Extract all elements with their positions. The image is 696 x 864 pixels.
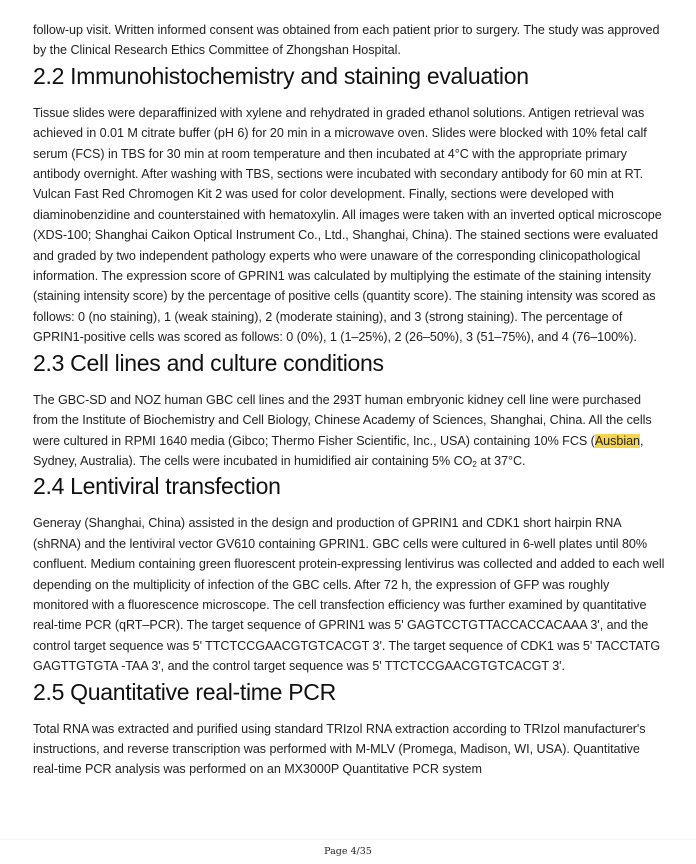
- highlighted-term: Ausbian: [594, 433, 640, 448]
- section-body-2-5: Total RNA was extracted and purified using standard TRIzol RNA extraction according to TRIzol manufacturer's instructions, and reverse transcription was performed with M-MLV (Promega, Madison, WI, USA). Quantitative real-time PCR analysis was performed on an MX3000P Quantitative PCR system: [33, 721, 646, 777]
- section-heading-2-5: 2.5 Quantitative real-time PCR: [33, 678, 336, 705]
- intro-paragraph: follow-up visit. Written informed consent was obtained from each patient prior to surgery. The study was approved by the Clinical Research Ethics Committee of Zhongshan Hospital.: [33, 23, 660, 58]
- section-body-2-2: Tissue slides were deparaffinized with xylene and rehydrated in graded ethanol solutions. Antigen retrieval was achieved in 0.01 M citrate buffer (pH 6) for 20 min in a microwave oven. Slides were blocked with 10% fetal calf serum (FCS) in TBS for 30 min at room temperature and then incubated at 4°C with the appropriate primary antibody overnight. After washing with TBS, sections were incubated with secondary antibody for 60 min at RT. Vulcan Fast Red Chromogen Kit 2 was used for color development. Finally, sections were developed with diaminobenzidine and counterstained with hematoxylin. All images were taken with an inverted optical microscope (XDS-100; Shanghai Caikon Optical Instrument Co., Ltd., Shanghai, China). The stained sections were evaluated and graded by two independent pathology experts who were unaware of the corresponding clinicopathological information. The expression score of GPRIN1 was calculated by multiplying the estimate of the staining intensity (staining intensity score) by the percentage of positive cells (quantity score). The staining intensity was scored as follows: 0 (no staining), 1 (weak staining), 2 (moderate staining), and 3 (strong staining). The percentage of GPRIN1-positive cells was scored as follows: 0 (0%), 1 (1–25%), 2 (26–50%), 3 (51–75%), and 4 (76–100%).: [33, 105, 662, 345]
- section-body-2-3: [33, 390, 665, 472]
- page-number: Page 4/35: [324, 846, 372, 857]
- section-body-2-3-text-c: at 37°C.: [476, 453, 526, 468]
- section-heading-2-3: 2.3 Cell lines and culture conditions: [33, 349, 384, 376]
- co2-subscript: 2: [472, 459, 477, 469]
- section-body-2-3-text-a: The GBC-SD and NOZ human GBC cell lines and the 293T human embryonic kidney cell line were purchased from the Institute of Biochemistry and Cell Biology, Chinese Academy of Sciences, Shanghai, China. All the cells were cultured in RPMI 1640 media (Gibco; Thermo Fisher Scientific, Inc., USA) containing 10% FCS (: [33, 392, 652, 448]
- section-body-2-4: Generay (Shanghai, China) assisted in the design and production of GPRIN1 and CDK1 short hairpin RNA (shRNA) and the lentiviral vector GV610 containing GPRIN1. GBC cells were cultured in 6-well plates until 80% confluent. Medium containing green fluorescent protein-expressing lentivirus was collected and added to each well depending on the multiplicity of infection of the GBC cells. After 72 h, the expression of GFP was roughly monitored with a fluorescence microscope. The cell transfection efficiency was further examined by quantitative real-time PCR (qRT–PCR). The target sequence of GPRIN1 was 5' GAGTCCTGTTACCACCACAAA 3', and the control target sequence was 5' TTCTCCGAACGTGTCACGT 3'. The target sequence of CDK1 was 5' TACCTATG GAGTTGTGTA -TAA 3', and the control target sequence was 5' TTCTCCGAACGTGTCACGT 3'.: [33, 516, 665, 674]
- page-content: [33, 20, 665, 780]
- footer-divider: [0, 839, 696, 840]
- section-heading-2-4: 2.4 Lentiviral transfection: [33, 473, 281, 500]
- section-heading-2-2: 2.2 Immunohistochemistry and staining evaluation: [33, 62, 529, 89]
- section-body-2-3-text-b: , Sydney, Australia). The cells were incubated in humidified air containing 5% CO: [33, 433, 644, 468]
